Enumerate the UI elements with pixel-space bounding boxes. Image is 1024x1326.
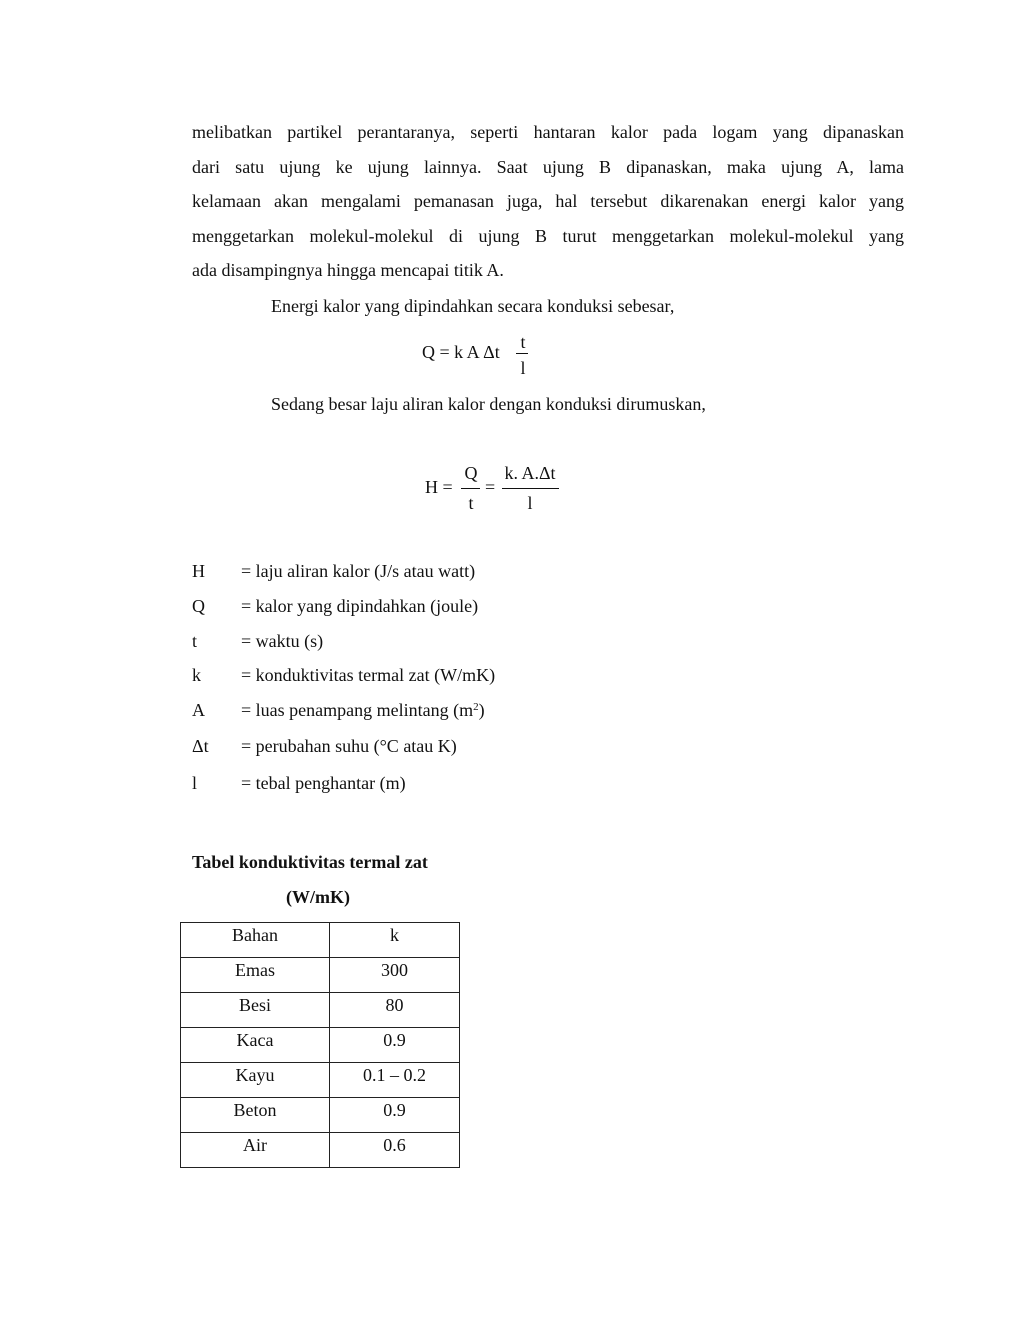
table-row [181, 958, 460, 993]
table-cell-material: Besi [181, 993, 330, 1028]
table-cell-k: 80 [330, 993, 460, 1028]
table-cell-k: 0.1 – 0.2 [330, 1063, 460, 1098]
table-header-row [181, 923, 460, 958]
definition-symbol: A [192, 700, 205, 720]
table-title: Tabel konduktivitas termal zat [192, 852, 428, 872]
formula-h-frac2-bar [502, 488, 559, 489]
table-row [181, 1133, 460, 1168]
table-header-cell: k [330, 923, 460, 958]
paragraph-line: dari satu ujung ke ujung lainnya. Saat ujung B dipanaskan, maka ujung A, lama [192, 156, 904, 177]
table-row [181, 1028, 460, 1063]
table-title-unit: (W/mK) [286, 887, 350, 907]
table-cell-material: Kaca [181, 1028, 330, 1063]
table-cell-k: 0.9 [330, 1028, 460, 1063]
formula-h-frac1-numerator: Q [464, 463, 478, 483]
table-cell-material: Beton [181, 1098, 330, 1133]
definition-symbol: k [192, 665, 201, 685]
conduction-intro: Energi kalor yang dipindahkan secara konduksi sebesar, [271, 296, 675, 316]
formula-q-denominator: l [520, 358, 526, 378]
table-row [181, 1098, 460, 1133]
formula-h-frac1-denominator: t [468, 493, 474, 513]
formula-h-lhs: H = [425, 477, 453, 497]
definition-text: = perubahan suhu (°C atau K) [241, 736, 457, 756]
conductivity-table [180, 922, 460, 1168]
table-cell-k: 0.9 [330, 1098, 460, 1133]
definition-symbol: Δt [192, 736, 209, 756]
definition-text: = luas penampang melintang (m [241, 700, 474, 720]
table-row [181, 993, 460, 1028]
formula-q-lhs: Q = k A Δt [422, 342, 500, 362]
definition-text: = waktu (s) [241, 631, 324, 651]
table-cell-material: Kayu [181, 1063, 330, 1098]
table-row [181, 1063, 460, 1098]
definition-suffix: ) [478, 700, 485, 720]
formula-h-frac2-denominator: l [527, 493, 533, 513]
definition-text: = konduktivitas termal zat (W/mK) [241, 665, 496, 685]
table-header-cell: Bahan [181, 923, 330, 958]
paragraph-line: melibatkan partikel perantaranya, seperti hantaran kalor pada logam yang dipanaskan [192, 122, 904, 142]
definition-text-area [241, 700, 485, 721]
formula-h-equals: = [485, 477, 496, 497]
paragraph-line: kelamaan akan mengalami pemanasan juga, hal tersebut dikarenakan energi kalor yang [192, 191, 904, 211]
definition-text: = kalor yang dipindahkan (joule) [241, 596, 479, 616]
definition-superscript: 2 [473, 701, 479, 713]
definition-symbol: l [192, 773, 198, 793]
definition-text: = laju aliran kalor (J/s atau watt) [241, 561, 476, 581]
table-cell-k: 300 [330, 958, 460, 993]
paragraph-line: ada disampingnya hingga mencapai titik A. [192, 260, 504, 280]
body-paragraph [192, 115, 904, 288]
formula-h-frac1-bar [461, 488, 480, 489]
definition-symbol: H [192, 561, 205, 581]
table-cell-material: Emas [181, 958, 330, 993]
definition-symbol: t [192, 631, 198, 651]
table-cell-k: 0.6 [330, 1133, 460, 1168]
formula-q-fraction-bar [516, 353, 528, 354]
rate-intro: Sedang besar laju aliran kalor dengan konduksi dirumuskan, [271, 394, 706, 414]
paragraph-line: menggetarkan molekul-molekul di ujung B turut menggetarkan molekul-molekul yang [192, 225, 904, 246]
formula-q-numerator: t [520, 332, 526, 352]
formula-h-frac2-numerator: k. A.Δt [504, 463, 556, 483]
definition-text: = tebal penghantar (m) [241, 773, 406, 793]
definition-symbol: Q [192, 596, 205, 616]
table-cell-material: Air [181, 1133, 330, 1168]
